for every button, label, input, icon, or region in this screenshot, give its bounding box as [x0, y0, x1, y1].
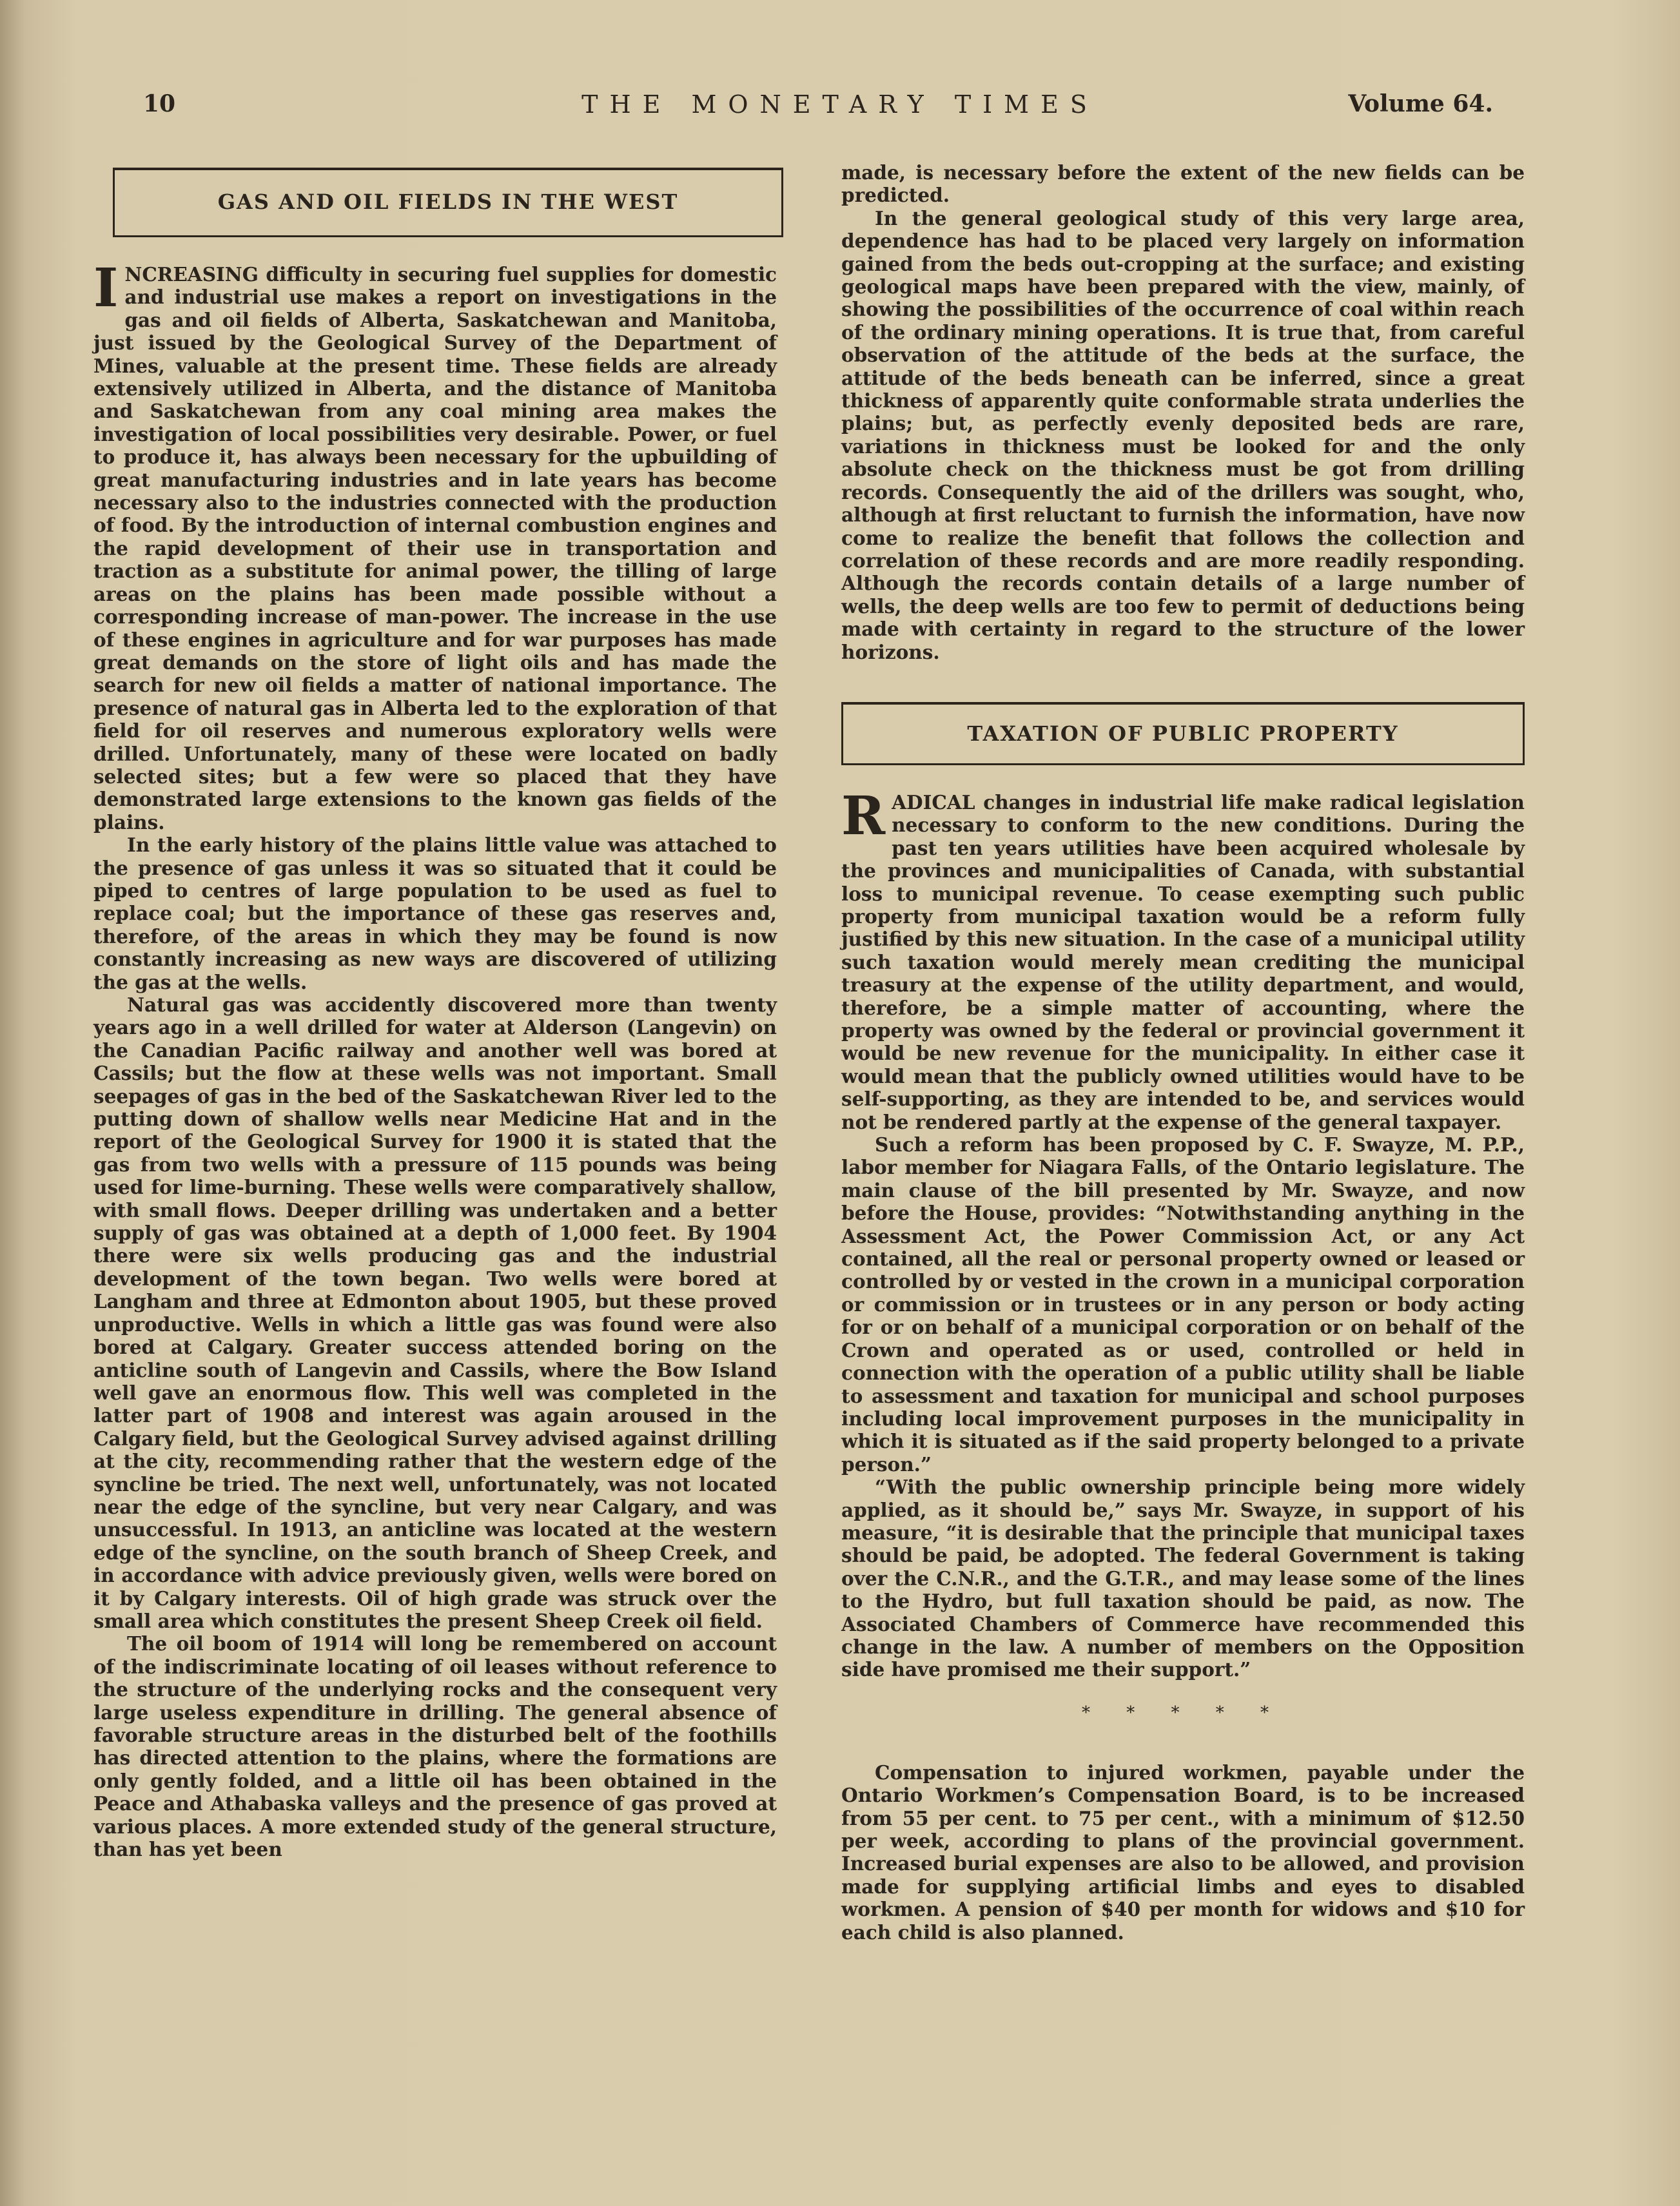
- right-column: [841, 161, 1525, 1944]
- drop-cap: R: [841, 785, 886, 847]
- article-paragraph: In the early history of the plains little value was attached to the presence of gas unless it was so situated that it could be piped to centres of large population to be used as fuel to replace coal; but the importance of these gas reserves and, therefore, of the areas in which they may be found is now constantly increasing as new ways are discovered of utilizing the gas at the wells.: [93, 834, 777, 993]
- drop-cap: I: [93, 257, 119, 319]
- article-paragraph: The oil boom of 1914 will long be remembered on account of the indiscriminate locating of oil leases without reference to the structure of the underlying rocks and the consequent very large useless expenditure in drilling. The general absence of favorable structure areas in the disturbed belt of the foothills has directed attention to the plains, where the formations are only gently folded, and a little oil has been obtained in the Peace and Athabaska valleys and the presence of gas proved at various places. A more extended study of the general structure, than has yet been: [93, 1632, 777, 1861]
- article-paragraph: Such a reform has been proposed by C. F. Swayze, M. P.P., labor member for Niagara Falls, of the Ontario legislature. The main clause of the bill presented by Mr. Swayze, and now before the House, provides: “Notwithstanding anything in the Assessment Act, the Power Commission Act, or any Act contained, all the real or personal property owned or leased or controlled by or vested in the crown in a municipal corporation or commission or in trustees or in any person or body acting for or on behalf of a municipal corporation or on behalf of the Crown and operated as or used, controlled or held in connection with the operation of a public utility shall be liable to assessment and taxation for municipal and school purposes including local improvement purposes in the municipality in which it is situated as if the said property belonged to a private person.”: [841, 1133, 1525, 1476]
- page-number: 10: [143, 90, 176, 117]
- article-paragraph: Compensation to injured workmen, payable under the Ontario Workmen’s Compensation Board, is to be increased from 55 per cent. to 75 per cent., with a minimum of $12.50 per week, according to plans of the provincial government. Increased burial expenses are also to be allowed, and provision made for supplying artificial limbs and eyes to disabled workmen. A pension of $40 per month for widows and $10 for each child is also planned.: [841, 1761, 1525, 1944]
- left-column: [93, 161, 777, 1860]
- article-paragraph: Natural gas was accidently discovered more than twenty years ago in a well drilled for water at Alderson (Langevin) on the Canadian Pacific railway and another well was bored at Cassils; but the flow at these wells was not important. Small seepages of gas in the bed of the Saskatchewan River led to the putting down of shallow wells near Medicine Hat and in the report of the Geological Survey for 1900 it is stated that the gas from two wells with a pressure of 115 pounds was being used for lime-burning. These wells were comparatively shallow, with small flows. Deeper drilling was undertaken and a better supply of gas was obtained at a depth of 1,000 feet. By 1904 there were six wells producing gas and the industrial development of the town began. Two wells were bored at Langham and three at Edmonton about 1905, but these proved unproductive. Wells in which a little gas was found were also bored at Calgary. Greater success attended boring on the anticline south of Langevin and Cassils, where the Bow Island well gave an enormous flow. This well was completed in the latter part of 1908 and interest was again aroused in the Calgary field, but the Geological Survey advised against drilling at the city, recommending rather that the western edge of the syncline be tried. The next well, unfortunately, was not located near the edge of the syncline, but very near Calgary, and was unsuccessful. In 1913, an anticline was located at the western edge of the syncline, on the south branch of Sheep Creek, and in accordance with advice previously given, wells were bored on it by Calgary interests. Oil of high grade was struck over the small area which constitutes the present Sheep Creek oil field.: [93, 993, 777, 1632]
- article-paragraph: RADICAL changes in industrial life make radical legislation necessary to conform to the new conditions. During the past ten years utilities have been acquired wholesale by the provinces and municipalities of Canada, with substantial loss to municipal revenue. To cease exempting such public property from municipal taxation would be a reform fully justified by this new situation. In the case of a municipal utility such taxation would merely mean crediting the municipal treasury at the expense of the utility department, and would, therefore, be a simple matter of accounting, where the property was owned by the federal or provincial government it would be new revenue for the municipality. In either case it would mean that the publicly owned utilities would have to be self-supporting, as they are intended to be, and services would not be rendered partly at the expense of the general taxpayer.: [841, 785, 1525, 1133]
- volume-number: Volume 64.: [1348, 90, 1493, 117]
- page-header: [0, 90, 1680, 129]
- publication-title: THE MONETARY TIMES: [581, 90, 1099, 119]
- article-title-box: [113, 168, 783, 237]
- section-separator: * * * * *: [1081, 1703, 1285, 1723]
- article-title: GAS AND OIL FIELDS IN THE WEST: [217, 190, 679, 214]
- article-continuation: made, is necessary before the extent of the new fields can be predicted.: [841, 161, 1525, 207]
- article-paragraph: INCREASING difficulty in securing fuel supplies for domestic and industrial use makes a report on investigations in the gas and oil fields of Alberta, Saskatchewan and Manitoba, just issued by the Geological Survey of the Department of Mines, valuable at the present time. These fields are already extensively utilized in Alberta, and the distance of Manitoba and Saskatchewan from any coal mining area makes the investigation of local possibilities very desirable. Power, or fuel to produce it, has always been necessary for the upbuilding of great manufacturing industries and in late years has become necessary also to the industries connected with the production of food. By the introduction of internal combustion engines and the rapid development of their use in transportation and traction as a substitute for animal power, the tilling of large areas on the plains has been made possible without a corresponding increase of man-power. The increase in the use of these engines in agriculture and for war purposes has made great demands on the store of light oils and has made the search for new oil fields a matter of national importance. The presence of natural gas in Alberta led to the exploration of that field for oil reserves and numerous exploratory wells were drilled. Unfortunately, many of these were located on badly selected sites; but a few were so placed that they have demonstrated large extensions to the known gas fields of the plains.: [93, 257, 777, 834]
- article-title-box: [841, 702, 1525, 765]
- article-paragraph: “With the public ownership principle being more widely applied, as it should be,” says Mr. Swayze, in support of his measure, “it is desirable that the principle that municipal taxes should be paid, be adopted. The federal Government is taking over the C.N.R., and the G.T.R., and may lease some of the lines to the Hydro, but full taxation should be paid, as now. The Associated Chambers of Commerce have recommended this change in the law. A number of members on the Opposition side have promised me their support.”: [841, 1476, 1525, 1681]
- article-paragraph: In the general geological study of this very large area, dependence has had to be placed very largely on information gained from the beds out-cropping at the surface; and existing geological maps have been prepared with the view, mainly, of showing the possibilities of the occurrence of coal within reach of the ordinary mining operations. It is true that, from careful observation of the attitude of the beds at the surface, the attitude of the beds beneath can be inferred, since a great thickness of apparently quite conformable strata underlies the plains; but, as perfectly evenly deposited beds are rare, variations in thickness must be looked for and the only absolute check on the thickness must be got from drilling records. Consequently the aid of the drillers was sought, who, although at first reluctant to furnish the information, have now come to realize the benefit that follows the collection and correlation of these records and are more readily responding. Although the records contain details of a large number of wells, the deep wells are too few to permit of deductions being made with certainty in regard to the structure of the lower horizons.: [841, 206, 1525, 663]
- article-title: TAXATION OF PUBLIC PROPERTY: [967, 721, 1399, 746]
